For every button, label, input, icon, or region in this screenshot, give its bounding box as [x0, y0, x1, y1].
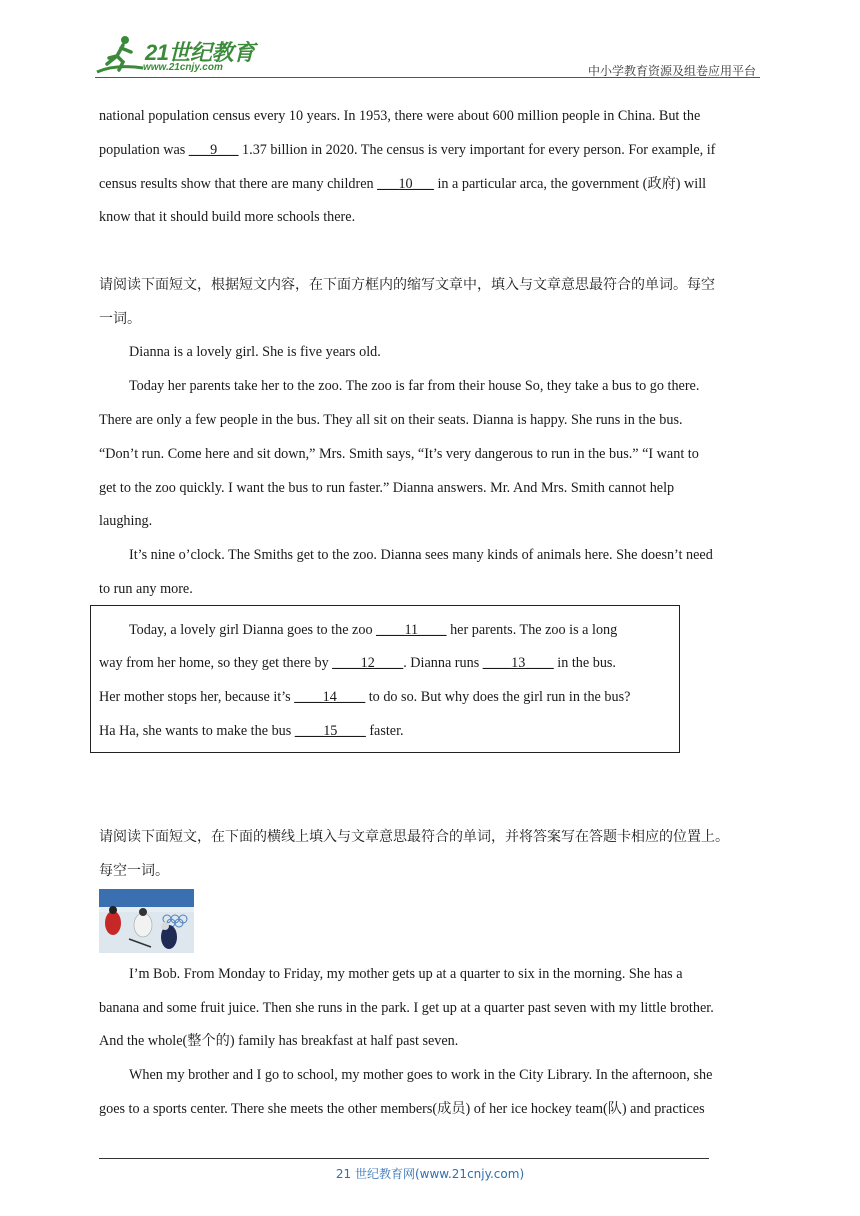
section2-paragraph: “Don’t run. Come here and sit down,” Mrs. Smith says, “It’s very dangerous to run in the bus.” “I want to [99, 446, 699, 462]
section2-paragraph: laughing. [99, 513, 153, 529]
site-logo [95, 34, 265, 78]
section3-paragraph: And the whole(整个的) family has breakfast at half past seven. [99, 1033, 459, 1049]
text-run: Ha Ha, she wants to make the bus [99, 723, 295, 739]
section2-instruction: 请阅读下面短文，根据短文内容，在下面方框内的缩写文章中，填入与文章意思最符合的单词。每空 [99, 277, 715, 293]
text-run: in a particular arca, the government (政府) will [433, 176, 707, 192]
passage1-line: know that it should build more schools there. [99, 209, 356, 225]
text-run: her parents. The zoo is a long [446, 622, 618, 638]
summary-line [99, 646, 764, 680]
text-run: in the bus. [553, 655, 616, 671]
passage1-line: national population census every 10 years. In 1953, there were about 600 million people in China. But the [99, 108, 701, 124]
section2-paragraph: get to the zoo quickly. I want the bus to run faster.” Dianna answers. Mr. And Mrs. Smith cannot help [99, 480, 675, 496]
section2-paragraph: There are only a few people in the bus. They all sit on their seats. Dianna is happy. She runs in the bus. [99, 412, 683, 428]
section2-instruction: 一词。 [99, 311, 141, 327]
summary-line [129, 613, 794, 647]
text-run: to do so. But why does the girl run in the bus? [365, 689, 631, 705]
summary-line [99, 714, 764, 748]
page-header [95, 34, 760, 78]
section3-paragraph: When my brother and I go to school, my mother goes to work in the City Library. In the afternoon, she [129, 1067, 713, 1083]
section2-paragraph: Dianna is a lovely girl. She is five years old. [129, 344, 381, 360]
blank-9: ___9___ [188, 142, 239, 158]
section3-paragraph: I’m Bob. From Monday to Friday, my mother gets up at a quarter to six in the morning. She has a [129, 966, 683, 982]
section3-paragraph: goes to a sports center. There she meets the other members(成员) of her ice hockey team(队) and practices [99, 1101, 705, 1117]
blank-12: ____12____ [332, 655, 404, 671]
blank-11: ____11____ [376, 622, 447, 638]
runner-logo-icon [95, 34, 147, 78]
header-divider [95, 77, 760, 78]
text-run: census results show that there are many children [99, 176, 378, 192]
logo-url: www.21cnjy.com [143, 62, 223, 73]
blank-13: ____13____ [482, 655, 554, 671]
passage1-line [99, 133, 764, 167]
page-footer: 21 世纪教育网(www.21cnjy.com) [335, 1167, 525, 1181]
section2-paragraph: to run any more. [99, 581, 193, 597]
text-run: . Dianna runs [403, 655, 483, 671]
summary-line [99, 680, 764, 714]
blank-10: ___10___ [377, 176, 434, 192]
text-run: Her mother stops her, because it’s [99, 689, 295, 705]
section3-instruction: 请阅读下面短文，在下面的横线上填入与文章意思最符合的单词，并将答案写在答题卡相应的位置上。 [99, 829, 729, 845]
footer-divider [99, 1158, 709, 1159]
blank-15: ____15____ [294, 723, 366, 739]
section3-paragraph: banana and some fruit juice. Then she runs in the park. I get up at a quarter past seven with my little brother. [99, 1000, 714, 1016]
text-run: 1.37 billion in 2020. The census is very important for every person. For example, if [238, 142, 716, 158]
blank-14: ____14____ [294, 689, 366, 705]
platform-name: 中小学教育资源及组卷应用平台 [587, 64, 756, 78]
section3-instruction: 每空一词。 [99, 863, 169, 879]
section2-paragraph: It’s nine o’clock. The Smiths get to the zoo. Dianna sees many kinds of animals here. She doesn’t need [129, 547, 713, 563]
logo-text: 21世纪教育 [145, 40, 255, 65]
text-run: population was [99, 142, 189, 158]
text-run: way from her home, so they get there by [99, 655, 333, 671]
ice-hockey-photo [99, 889, 194, 953]
text-run: Today, a lovely girl Dianna goes to the zoo [129, 622, 377, 638]
text-run: faster. [365, 723, 404, 739]
section2-paragraph: Today her parents take her to the zoo. The zoo is far from their house So, they take a bus to go there. [129, 378, 700, 394]
passage1-line [99, 167, 764, 201]
